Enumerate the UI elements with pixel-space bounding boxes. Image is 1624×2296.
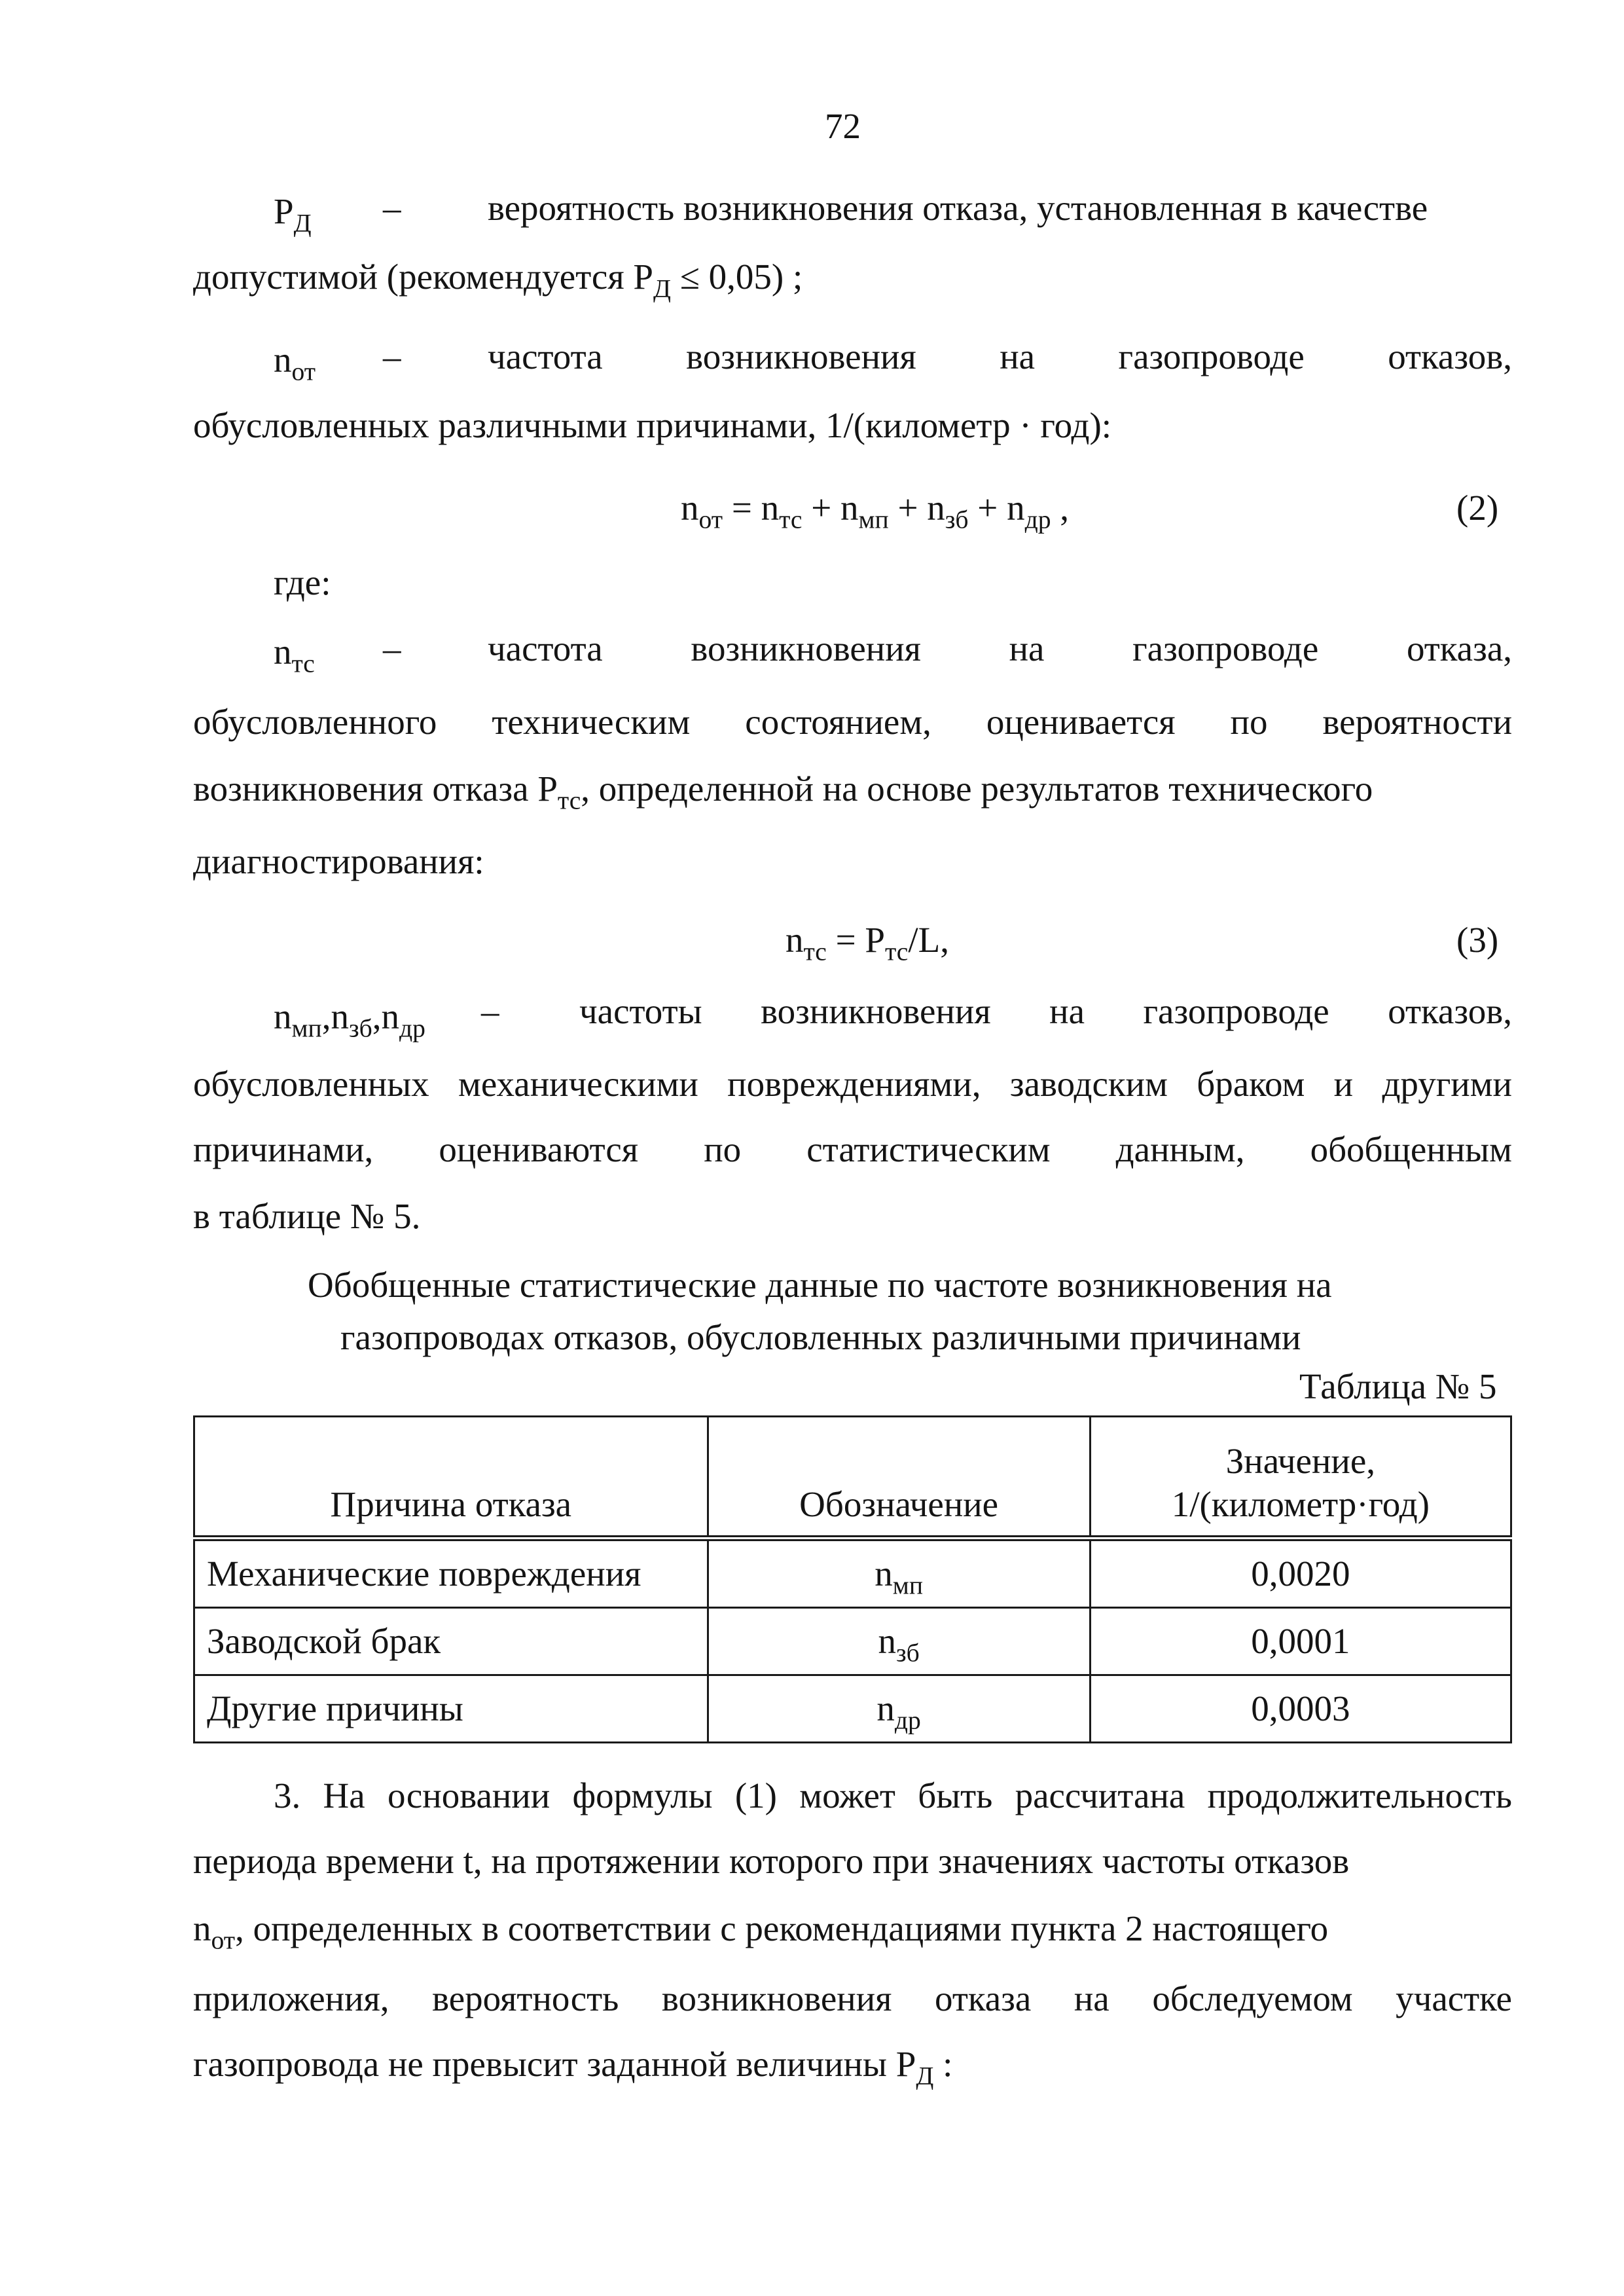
header-cause: Причина отказа <box>194 1417 708 1539</box>
def-nmp-line4: в таблице № 5. <box>193 1196 421 1236</box>
def-pd-symbol: $P_Д$ <box>274 191 312 238</box>
cell-cause: Другие причины <box>194 1675 708 1743</box>
table-header-row <box>194 1417 1511 1539</box>
header-symbol: Обозначение <box>708 1417 1090 1539</box>
def-nmp-text: частоты возникновения на газопроводе отказов, <box>579 991 1512 1031</box>
def-not-dash: – <box>383 337 401 376</box>
def-nmp-line3: причинами, оцениваются по статистическим данным, обобщенным <box>193 1129 1512 1169</box>
para3-line1: 3. На основании формулы (1) может быть рассчитана продолжительность <box>274 1776 1512 1815</box>
formula-2-number: (2) <box>1456 488 1499 528</box>
def-ntc-line3: возникновения отказа $P_{тс}$, определенной на основе результатов технического <box>193 769 1373 815</box>
formula-3: $n_{тс} = P_{тс}/L$, <box>785 920 949 966</box>
cell-cause: Заводской брак <box>194 1608 708 1675</box>
def-pd-text: вероятность возникновения отказа, установленная в качестве <box>488 188 1428 228</box>
table-title-line1: Обобщенные статистические данные по частоте возникновения на <box>308 1265 1332 1305</box>
header-value: Значение, 1/(километр·год) <box>1090 1417 1511 1539</box>
def-not-text: частота возникновения на газопроводе отказов, <box>488 337 1512 376</box>
cell-value: 0,0003 <box>1090 1675 1511 1743</box>
page-number: 72 <box>825 106 861 146</box>
para3-line2: периода времени t, на протяжении которого при значениях частоты отказов <box>193 1841 1350 1881</box>
para3-line4: приложения, вероятность возникновения отказа на обследуемом участке <box>193 1978 1512 2018</box>
table-row <box>194 1675 1511 1743</box>
cell-symbol: $n_{зб}$ <box>708 1608 1090 1675</box>
table-title-line2: газопроводах отказов, обусловленных различными причинами <box>340 1317 1301 1357</box>
para3-line5: газопровода не превысит заданной величины $P_Д$ : <box>193 2044 953 2090</box>
cell-value: 0,0001 <box>1090 1608 1511 1675</box>
cell-cause: Механические повреждения <box>194 1539 708 1608</box>
def-ntc-symbol: $n_{тс}$ <box>274 632 315 678</box>
cell-value: 0,0020 <box>1090 1539 1511 1608</box>
table-row <box>194 1608 1511 1675</box>
def-nmp-dash: – <box>481 991 499 1031</box>
formula-2: $n_{от} = n_{тс} + n_{мп} + n_{зб} + n_{др}$ , <box>681 488 1070 534</box>
where-label: где: <box>274 562 331 602</box>
def-nmp-symbols: $n_{мп},n_{зб},n_{др}$ <box>274 996 425 1043</box>
cell-symbol: $n_{др}$ <box>708 1675 1090 1743</box>
cell-symbol: $n_{мп}$ <box>708 1539 1090 1608</box>
para3-line3: $n_{от}$, определенных в соответствии с рекомендациями пункта 2 настоящего <box>193 1908 1329 1955</box>
def-not-continuation: обусловленных различными причинами, 1/(километр · год): <box>193 405 1112 445</box>
def-not-symbol: $n_{от}$ <box>274 340 316 386</box>
def-ntc-line2: обусловленного техническим состоянием, оценивается по вероятности <box>193 702 1512 742</box>
def-ntc-dash: – <box>383 629 401 668</box>
def-ntc-text: частота возникновения на газопроводе отказа, <box>488 629 1512 668</box>
def-ntc-line4: диагностирования: <box>193 841 484 881</box>
def-pd-dash: – <box>383 188 401 228</box>
def-pd-continuation: допустимой (рекомендуется $P_Д \le 0,05$) ; <box>193 257 803 303</box>
table-row <box>194 1539 1511 1608</box>
table-label: Таблица № 5 <box>1299 1366 1497 1406</box>
def-nmp-line2: обусловленных механическими повреждениями, заводским браком и другими <box>193 1064 1512 1104</box>
table-5 <box>193 1415 1512 1743</box>
formula-3-number: (3) <box>1456 920 1499 960</box>
